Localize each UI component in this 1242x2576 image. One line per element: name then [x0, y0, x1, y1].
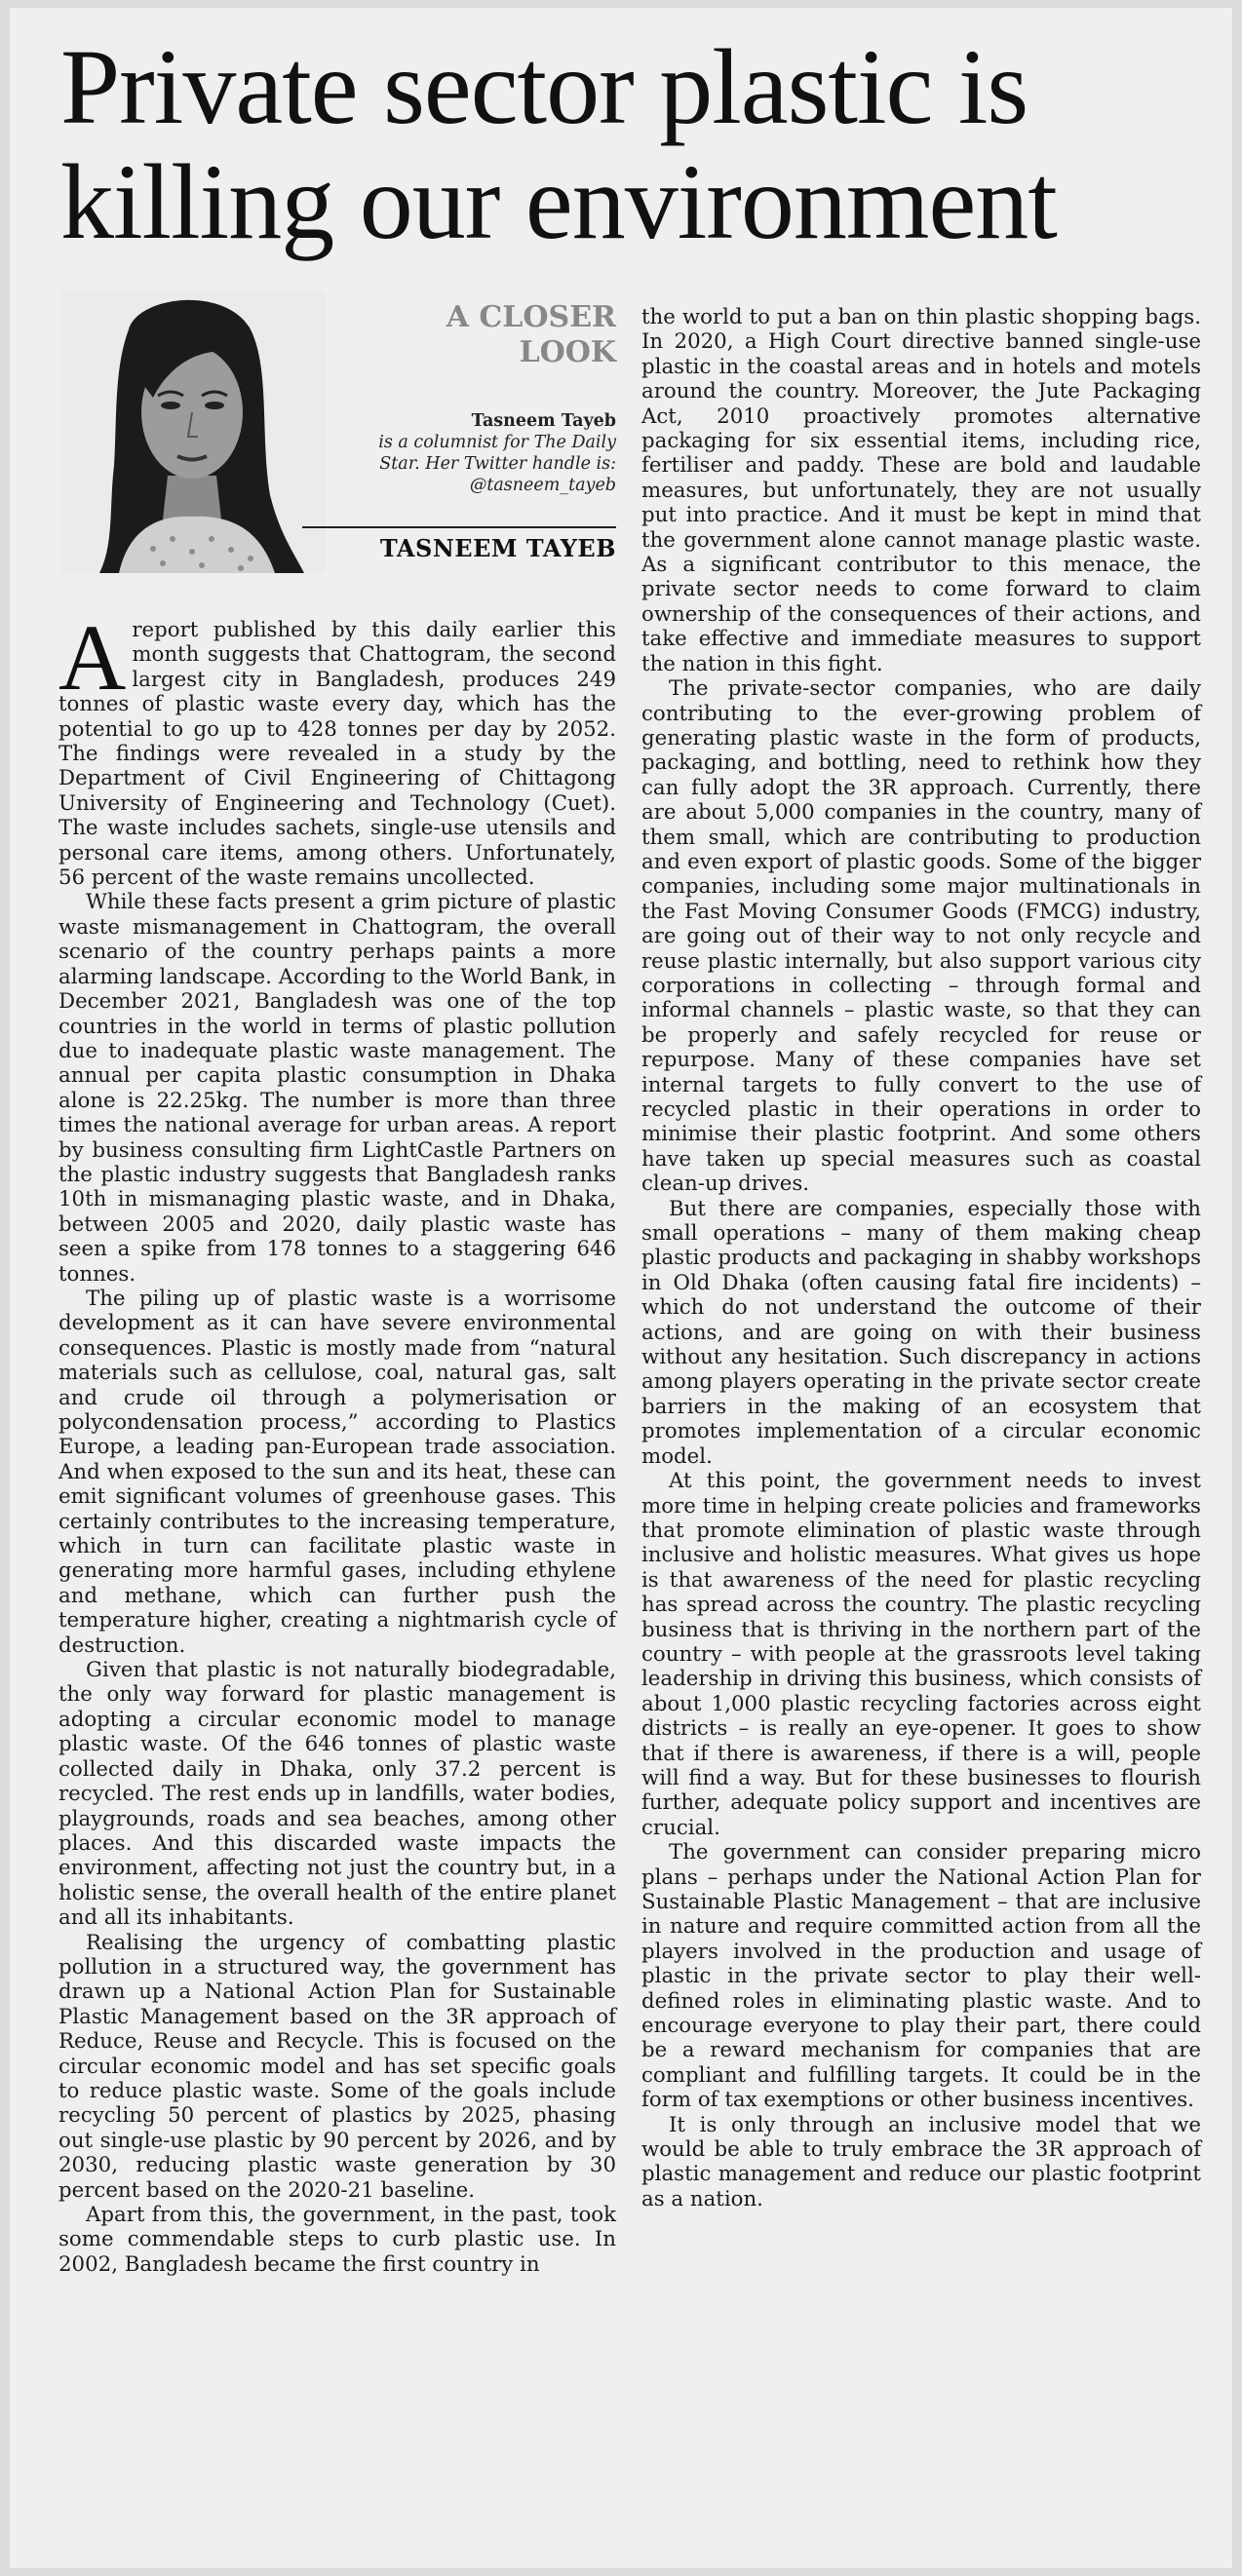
paragraph: While these facts present a grim picture of plastic waste mismanagement in Chattogram, the overall scenario of the country perhaps paints a more alarming landscape. According to the World Bank, in December 2021, Bangladesh was one of the top countries in the world in terms of plastic pollution due to inadequate plastic waste management. The annual per capita plastic consumption in Dhaka alone is 22.25kg. The number is more than three times the national average for urban areas. A report by business consulting firm LightCastle Partners on the plastic industry suggests that Bangladesh ranks 10th in mismanaging plastic waste, and in Dhaka, between 2005 and 2020, daily plastic waste has seen a spike from 178 tonnes to a staggering 646 tonnes.	[58, 890, 616, 1287]
author-bio-text: is a columnist for The Daily Star. Her Twitter handle is: @tasneem_tayeb	[378, 433, 616, 495]
paragraph: It is only through an inclusive model that we would be able to truly embrace the 3R approach of plastic management and reduce our plastic footprint as a nation.	[641, 2112, 1201, 2211]
paragraph: At this point, the government needs to invest more time in helping create policies and frameworks that promote elimination of plastic waste through inclusive and holistic measures. What gives us hope is that awareness of the need for plastic recycling has spread across the country. The plastic recycling business that is thriving in the northern part of the country – with people at the grassroots level taking leadership in driving this business, which consists of about 1,000 plastic recycling factories across eight districts – is really an eye-opener. It goes to show that if there is awareness, if there is a will, people will find a way. But for these businesses to flourish further, adequate policy support and incentives are crucial.	[641, 1469, 1201, 1840]
paragraph: The government can consider preparing micro plans – perhaps under the National Action Plan for Sustainable Plastic Management – that are inclusive in nature and require committed action from all the players involved in the production and usage of plastic in the private sector to play their well-defined roles in eliminating plastic waste. And to encourage everyone to play their part, there could be a reward mechanism for companies that are compliant and fulfilling targets. It could be in the form of tax exemptions or other business incentives.	[641, 1840, 1201, 2113]
paragraph: Apart from this, the government, in the past, took some commendable steps to curb plastic use. In 2002, Bangladesh became the first country in	[58, 2203, 616, 2277]
author-bio-name: Tasneem Tayeb	[471, 411, 616, 431]
paragraph: Areport published by this daily earlier this month suggests that Chattogram, the second largest city in Bangladesh, produces 249 tonnes of plastic waste every day, which has the potential to go up to 428 tonnes per day by 2052. The findings were revealed in a study by the Department of Civil Engineering of Chittagong University of Engineering and Technology (Cuet). The waste includes sachets, single-use utensils and personal care items, among others. Unfortunately, 56 percent of the waste remains uncollected.	[58, 605, 616, 891]
author-portrait-illustration	[60, 290, 326, 573]
paragraph: Given that plastic is not naturally biodegradable, the only way forward for plastic management is adopting a circular economic model to manage plastic waste. Of the 646 tonnes of plastic waste collected daily in Dhaka, only 37.2 percent is recycled. The rest ends up in landfills, water bodies, playgrounds, roads and sea beaches, among other places. And this discarded waste impacts the environment, affecting not just the country but, in a holistic sense, the overall health of the entire planet and all its inhabitants.	[58, 1658, 616, 1931]
paragraph: But there are companies, especially those with small operations – many of them making cheap plastic products and packaging in shabby workshops in Old Dhaka (often causing fatal fire incidents) – which do not understand the outcome of their actions, and are going on with their business without any hesitation. Such discrepancy in actions among players operating in the private sector create barriers in the making of an ecosystem that promotes implementation of a circular economic model.	[641, 1196, 1201, 1469]
article-column-right	[641, 305, 1201, 2211]
author-photo	[60, 290, 326, 573]
paragraph: Realising the urgency of combatting plastic pollution in a structured way, the government has drawn up a National Action Plan for Sustainable Plastic Management based on the 3R approach of Reduce, Reuse and Recycle. This is focused on the circular economic model and has set specific goals to reduce plastic waste. Some of the goals include recycling 50 percent of plastics by 2025, phasing out single-use plastic by 90 percent by 2026, and by 2030, reducing plastic waste generation by 30 percent based on the 2020-21 baseline.	[58, 1930, 616, 2203]
newspaper-page	[10, 8, 1232, 2568]
headline: Private sector plastic is killing our environment	[60, 27, 1057, 261]
author-bio	[341, 410, 616, 496]
paragraph: The piling up of plastic waste is a worrisome development as it can have severe environmental consequences. Plastic is mostly made from “natural materials such as cellulose, coal, natural gas, salt and crude oil through a polymerisation or polycondensation process,” according to Plastics Europe, a leading pan-European trade association. And when exposed to the sun and its heat, these can emit significant volumes of greenhouse gases. This certainly contributes to the increasing temperature, which in turn can facilitate plastic waste in generating more harmful gases, including ethylene and methane, which can further push the temperature higher, creating a nightmarish cycle of destruction.	[58, 1286, 616, 1658]
article-column-left	[58, 605, 616, 2277]
paragraph: The private-sector companies, who are daily contributing to the ever-growing problem of generating plastic waste in the form of products, packaging, and bottling, need to rethink how they can fully adopt the 3R approach. Currently, there are about 5,000 companies in the country, many of them small, which are contributing to production and even export of plastic goods. Some of the bigger companies, including some major multinationals in the Fast Moving Consumer Goods (FMCG) industry, are going out of their way to not only recycle and reuse plastic internally, but also support various city corporations in collecting – through formal and informal channels – plastic waste, so that they can be properly and safely recycled for reuse or repurpose. Many of these companies have set internal targets to fully convert to the use of recycled plastic in their operations in order to minimise their plastic footprint. And some others have taken up special measures such as coastal clean-up drives.	[641, 676, 1201, 1197]
byline-divider	[302, 526, 616, 528]
column-kicker: A CLOSER LOOK	[446, 300, 616, 369]
byline: TASNEEM TAYEB	[379, 534, 616, 562]
paragraph: the world to put a ban on thin plastic shopping bags. In 2020, a High Court directive banned single-use plastic in the coastal areas and in hotels and motels around the country. Moreover, the Jute Packaging Act, 2010 proactively promotes alternative packaging for six essential items, including rice, fertiliser and paddy. These are bold and laudable measures, but unfortunately, they are not usually put into practice. And it must be kept in mind that the government alone cannot manage plastic waste. As a significant contributor to this menace, the private sector needs to come forward to claim ownership of the consequences of their actions, and take effective and immediate measures to support the nation in this fight.	[641, 305, 1201, 676]
drop-cap: A	[58, 605, 127, 710]
